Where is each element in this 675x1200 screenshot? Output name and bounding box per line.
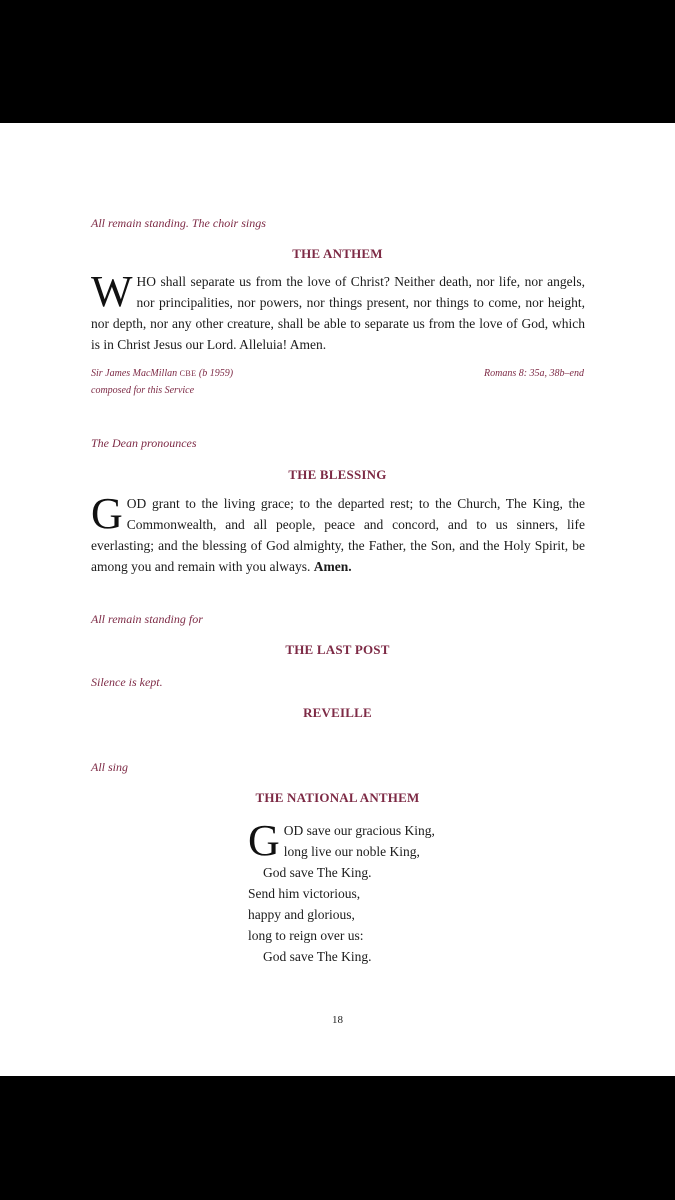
composer-honour: CBE (179, 369, 197, 378)
blessing-heading: THE BLESSING (288, 467, 387, 482)
verse-line-2: long live our noble King, (283, 844, 420, 859)
verse-line-3: God save The King. (263, 865, 372, 880)
national-anthem-rubric: All sing (91, 760, 129, 774)
national-anthem-dropcap: G (248, 816, 280, 865)
verse-line-4: Send him victorious, (248, 886, 361, 901)
anthem-rubric: All remain standing. The choir sings (91, 216, 266, 230)
national-anthem-heading: THE NATIONAL ANTHEM (255, 790, 420, 805)
verse-line-7: God save The King. (263, 949, 372, 964)
scripture-reference: Romans 8: 35a, 38b–end (484, 368, 584, 379)
verse-line-1: OD save our gracious King, (283, 823, 435, 838)
last-post-rubric: All remain standing for (91, 612, 203, 626)
composer-name: Sir James MacMillan (91, 368, 180, 379)
national-anthem-verse (248, 816, 508, 967)
anthem-body: HO shall separate us from the love of Christ? Neither death, nor life, nor angels, nor principalities, nor powers, nor things present, nor things to come, nor height, nor depth, nor any other creature, shall be able to separate us from the love of God, which is in Christ Jesus our Lord. Alleluia! Amen. (91, 274, 585, 352)
anthem-heading: THE ANTHEM (292, 246, 383, 261)
page-number: 18 (332, 1014, 343, 1026)
blessing-text (91, 489, 585, 577)
blessing-dropcap: G (91, 489, 123, 538)
page (0, 123, 675, 1076)
blessing-rubric: The Dean pronounces (91, 436, 197, 450)
composer-dates: (b 1959) (196, 368, 234, 379)
composer-credit (91, 366, 233, 382)
verse-line-6: long to reign over us: (248, 928, 364, 943)
anthem-text (91, 267, 585, 355)
anthem-dropcap: W (91, 267, 133, 316)
blessing-amen: Amen. (313, 559, 352, 574)
last-post-heading: THE LAST POST (285, 642, 390, 657)
verse-line-5: happy and glorious, (248, 907, 355, 922)
reveille-rubric: Silence is kept. (91, 675, 163, 689)
reveille-heading: REVEILLE (303, 705, 372, 720)
composer-note: composed for this Service (91, 385, 195, 396)
blessing-body: OD grant to the living grace; to the departed rest; to the Church, The King, the Commonwealth, and all people, peace and concord, and to us sinners, life everlasting; and the blessing of God almighty, the Father, the Son, and the Holy Spirit, be among you and remain with you always. (91, 496, 585, 574)
